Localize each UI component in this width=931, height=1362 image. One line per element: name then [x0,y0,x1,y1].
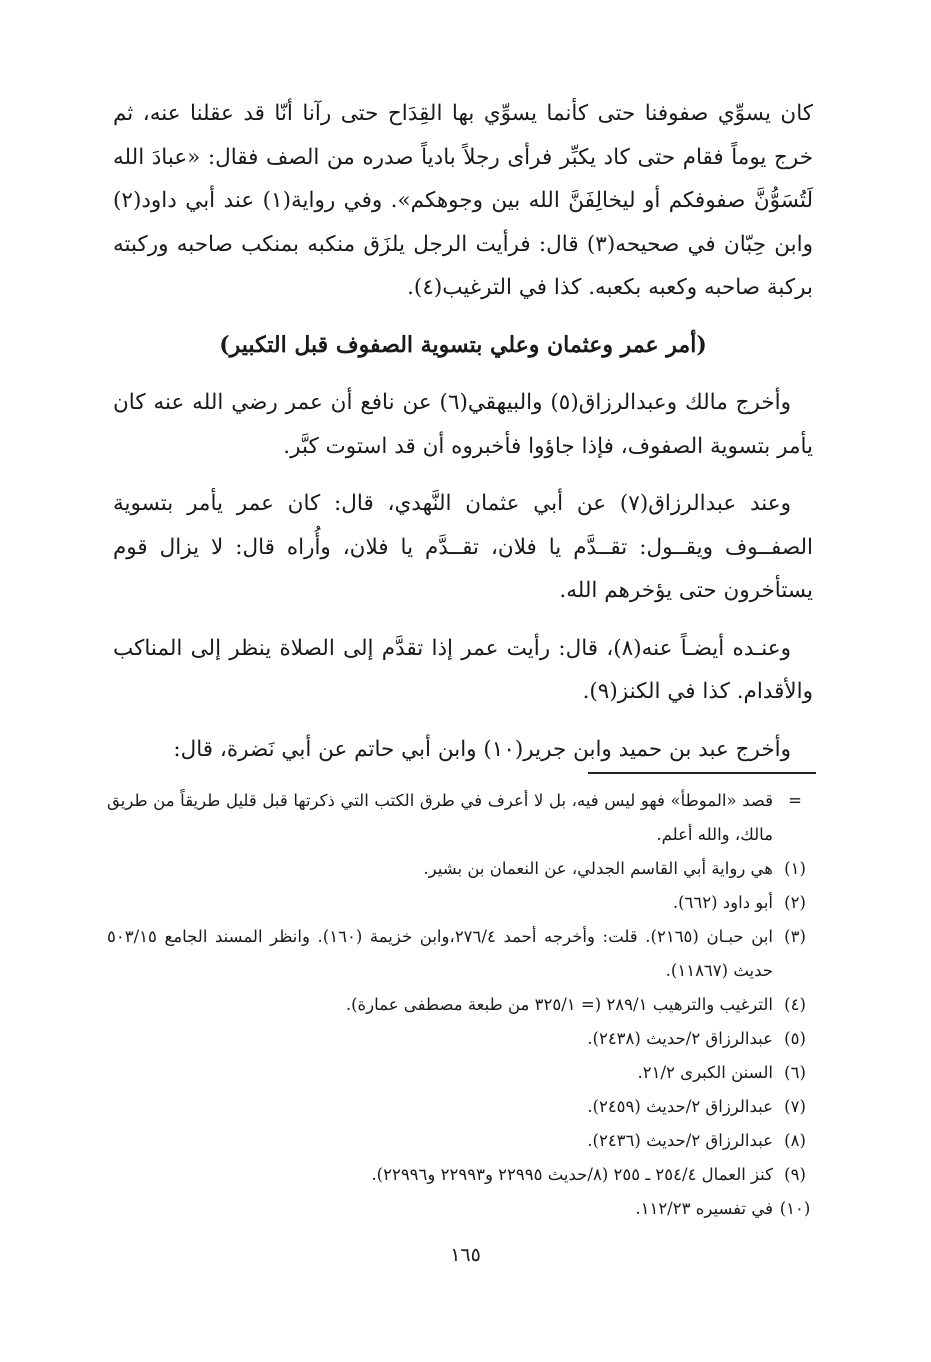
footnote-number: (٤) [784,995,806,1014]
footnote-text: عبدالرزاق ٢/حديث (٢٤٣٦). [587,1131,773,1150]
footnote-item [107,852,817,886]
footnote-text: الترغيب والترهيب ٢٨٩/١ (= ٣٢٥/١ من طبعة مصطفى عمارة). [345,995,773,1014]
paragraph-4: وعنـده أيضـاً عنه(٨)، قال: رأيت عمر إذا تقدَّم إلى الصلاة ينظر إلى المناكب والأقدام. كذا في الكنز(٩). [113,635,813,704]
footnote-item [107,1192,817,1226]
footnote-number: (٧) [784,1097,806,1116]
paragraph-5: وأخرج عبد بن حميد وابن جرير(١٠) وابن أبي حاتم عن أبي نَضرة، قال: [173,736,791,762]
footnote-item [107,1056,817,1090]
footnote-number: (٣) [784,927,806,946]
footnote-number: (٢) [784,893,806,912]
footnote-number: = [788,791,802,810]
section-heading: (أمر عمر وعثمان وعلي بتسوية الصفوف قبل التكبير) [219,331,707,358]
footnote-text: كنز العمال ٢٥٤/٤ ـ ٢٥٥ (٨/حديث ٢٢٩٩٥ و٢٢٩٩٣ و٢٢٩٩٦). [371,1165,773,1184]
main-text [113,92,813,785]
footnote-number: (٥) [784,1029,806,1048]
footnote-text: عبدالرزاق ٢/حديث (٢٤٥٩). [587,1097,773,1116]
footnote-text: في تفسيره ١١٢/٢٣. [635,1199,773,1218]
footnote-item [107,988,817,1022]
footnote-item [107,1090,817,1124]
footnote-item [107,886,817,920]
footnote-number: (١٠) [779,1199,811,1218]
footnote-item [107,784,817,852]
paragraph-3: وعند عبدالرزاق(٧) عن أبي عثمان النَّهدي، قال: كان عمر يأمر بتسوية الصفــوف ويقــول: تقــدَّم يا فلان، تقــدَّم يا فلان، وأُراه قال: لا يزال قوم يستأخرون حتى يؤخرهم الله. [113,491,813,603]
footnote-text: قصد «الموطأ» فهو ليس فيه، بل لا أعرف في طرق الكتب التي ذكرتها قبل قليل طريقاً من طريق مالك، والله أعلم. [107,791,773,844]
footnote-number: (١) [784,859,806,878]
paragraph-2: وأخرج مالك وعبدالرزاق(٥) والبيهقي(٦) عن نافع أن عمر رضي الله عنه كان يأمر بتسوية الصفوف، فإذا جاؤوا فأخبروه أن قد استوت كبَّر. [113,390,813,459]
page-number: ١٦٥ [450,1244,481,1266]
footnote-number: (٩) [784,1165,806,1184]
footnote-number: (٨) [784,1131,806,1150]
footnote-text: ابن حبـان (٢١٦٥). قلت: وأخرجه أحمد ٢٧٦/٤،وابن خزيمة (١٦٠). وانظر المسند الجامع ٥٠٣/١٥ حديث (١١٨٦٧). [107,927,773,980]
footnote-item [107,1158,817,1192]
footnote-text: عبدالرزاق ٢/حديث (٢٤٣٨). [587,1029,773,1048]
footnote-text: هي رواية أبي القاسم الجدلي، عن النعمان بن بشير. [423,859,773,878]
footnote-item [107,1124,817,1158]
footnote-separator [588,772,816,774]
footnote-item [107,920,817,988]
footnote-number: (٦) [784,1063,806,1082]
paragraph-1: كان يسوِّي صفوفنا حتى كأنما يسوِّي بها القِدَاح حتى رآنا أنّا قد عقلنا عنه، ثم خرج يوماً فقام حتى كاد يكبِّر فرأى رجلاً بادياً صدره من الصف فقال: «عبادَ الله لَتُسَوُّنَّ صفوفكم أو ليخالِفَنَّ الله بين وجوهكم». وفي رواية(١) عند أبي داود(٢) وابن حِبّان في صحيحه(٣) قال: فرأيت الرجل يلزَق منكبه بمنكب صاحبه وركبته بركبة صاحبه وكعبه بكعبه. كذا في الترغيب(٤). [113,101,813,300]
footnote-text: أبو داود (٦٦٢). [672,893,773,912]
footnote-item [107,1022,817,1056]
footnote-text: السنن الكبرى ٢١/٢. [637,1063,773,1082]
footnotes [107,784,817,1226]
